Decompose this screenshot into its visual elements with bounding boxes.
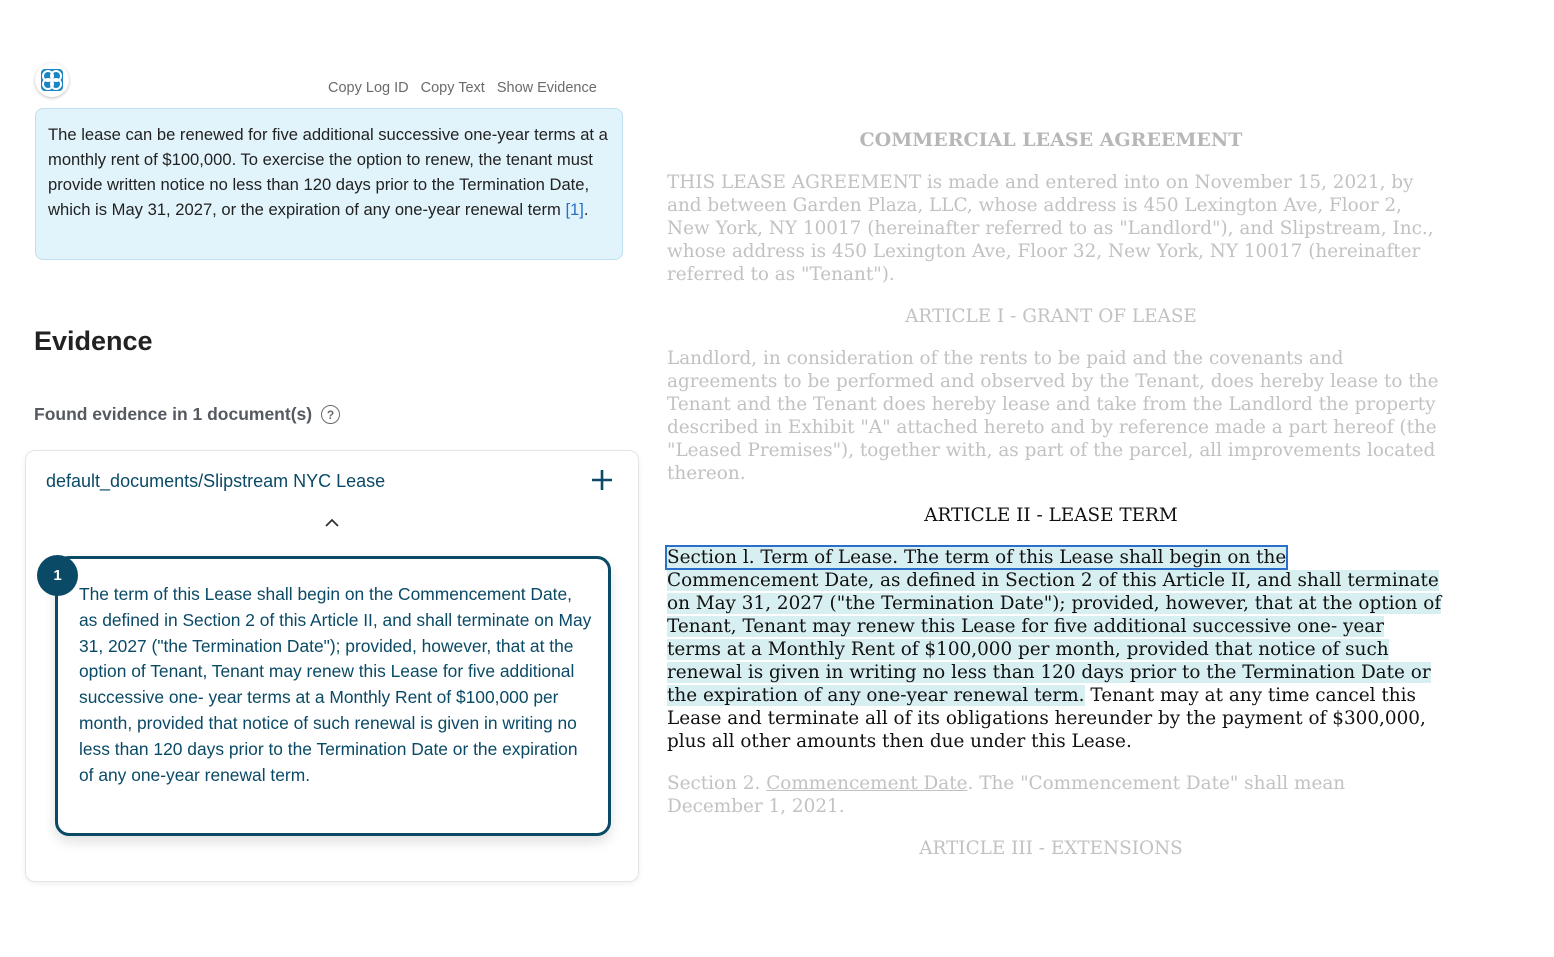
evidence-item[interactable] [55, 556, 611, 836]
found-evidence-text: Found evidence in 1 document(s) [34, 404, 313, 424]
section-1-rest: Tenant may at any time cancel this Lease and terminate all of its obligations hereunder by the payment of $300,000, plus all other amounts then due under this Lease. [667, 685, 1426, 752]
section-2-text: . The "Commencement Date" shall mean December 1, 2021. [667, 773, 1346, 817]
answer-text: The lease can be renewed for five additional successive one-year terms at a monthly rent of $100,000. To exercise the option to renew, the tenant must provide written notice no less than 120 days prior to the Termination Date, which is May 31, 2027, or the expiration of any one-year renewal term [48, 125, 608, 219]
article-1-text: Landlord, in consideration of the rents to be paid and the covenants and agreements to be performed and observed by the Tenant, does hereby lease to the Tenant and the Tenant does hereby lease and take from the Landlord the property described in Exhibit "A" attached hereto and by reference made a part hereof (the "Leased Premises"), together with, as part of the parcel, all improvements located thereon. [667, 348, 1439, 484]
answer-end: . [583, 200, 589, 219]
show-evidence-button[interactable]: Show Evidence [496, 80, 597, 96]
evidence-number-badge: 1 [37, 555, 78, 596]
document-name[interactable]: default_documents/Slipstream NYC Lease [46, 471, 386, 491]
selected-text[interactable]: Section l. Term of Lease. The term of this Lease shall begin on the [667, 547, 1287, 568]
evidence-item-text: The term of this Lease shall begin on the Commencement Date, as defined in Section 2 of this Article II, and shall terminate on May 31, 2027 ("the Termination Date"); provided, however, that at the option of Tenant, Tenant may renew this Lease for five additional successive one- year terms at a Monthly Rent of $100,000 per month, provided that notice of such renewal is given in writing no less than 120 days prior to the Termination Date or the expiration of any one-year renewal term. [79, 584, 592, 785]
commencement-date-link[interactable]: Commencement Date [766, 773, 968, 794]
answer-box [35, 108, 623, 260]
help-icon[interactable]: ? [321, 405, 340, 424]
article-2-heading: ARTICLE II - LEASE TERM [924, 505, 1178, 526]
document-intro: THIS LEASE AGREEMENT is made and entered into on November 15, 2021, by and between Garden Plaza, LLC, whose address is 450 Lexington Ave, Floor 2, New York, NY 10017 (hereinafter referred to as "Landlord"), and Slipstream, Inc., whose address is 450 Lexington Ave, Floor 32, New York, NY 10017 (hereinafter referred to as "Tenant"). [667, 172, 1434, 285]
document-card [25, 450, 639, 882]
answer-toolbar [328, 80, 597, 96]
plus-icon[interactable] [590, 468, 614, 492]
article-3-heading: ARTICLE III - EXTENSIONS [919, 838, 1183, 859]
app-logo [35, 63, 69, 97]
section-1-paragraph [667, 546, 1442, 753]
copy-text-button[interactable]: Copy Text [420, 80, 485, 96]
citation-link[interactable]: [1] [565, 200, 584, 219]
copy-log-id-button[interactable]: Copy Log ID [328, 80, 409, 96]
evidence-title: Evidence [34, 326, 153, 356]
highlighted-evidence: Commencement Date, as defined in Section 2 of this Article II, and shall terminate on May 31, 2027 ("the Termination Date"); provided, however, that at the option of Tenant, Tenant may renew this Lease for five additional successive one- year terms at a Monthly Rent of $100,000 per month, provided that notice of such renewal is given in writing no less than 120 days prior to the Termination Date or the expiration of any one-year renewal term. [667, 570, 1442, 706]
section-2-paragraph [667, 772, 1442, 818]
article-1-heading: ARTICLE I - GRANT OF LEASE [905, 306, 1197, 327]
logo-icon [39, 67, 65, 93]
found-evidence-summary [34, 404, 340, 425]
document-viewer [667, 128, 1442, 879]
document-title: COMMERCIAL LEASE AGREEMENT [859, 129, 1243, 151]
chevron-up-icon[interactable] [324, 517, 340, 529]
section-2-label: Section 2. [667, 773, 767, 794]
